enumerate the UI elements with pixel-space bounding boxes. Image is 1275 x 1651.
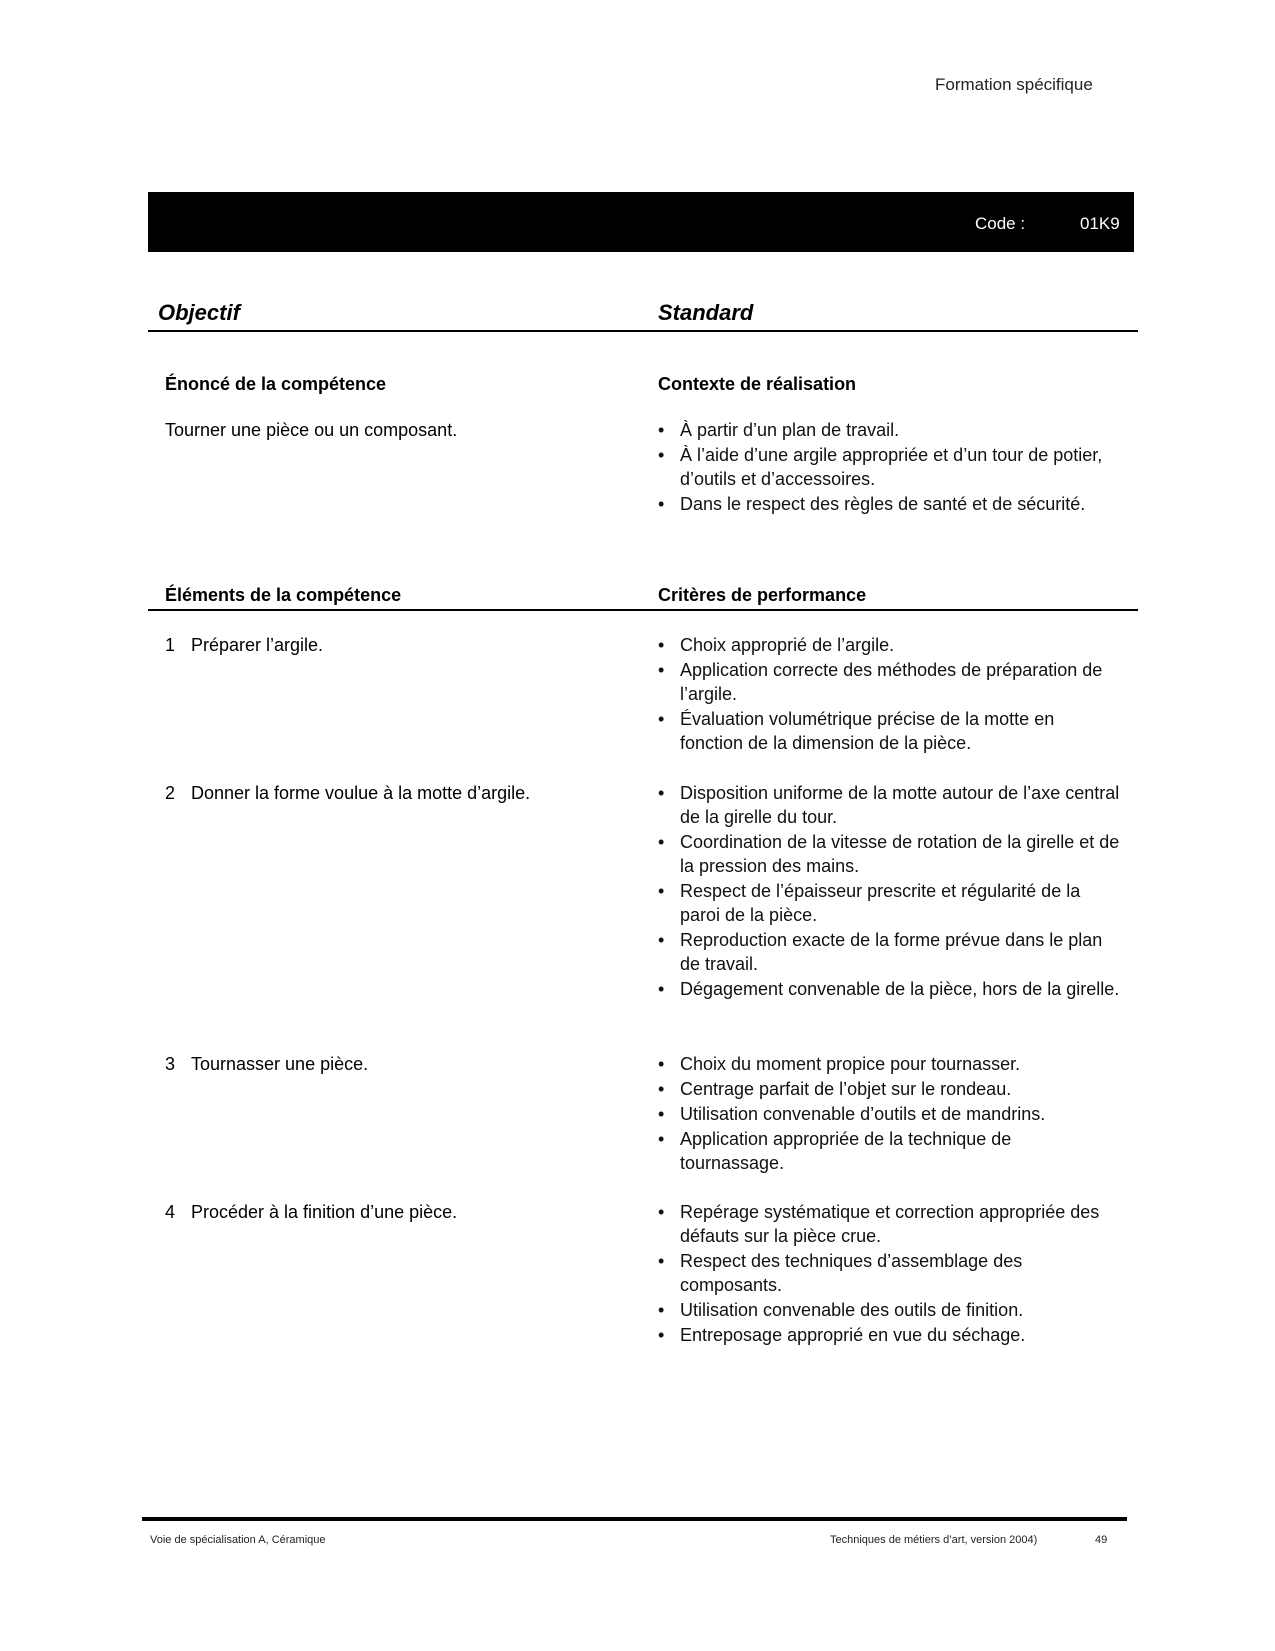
criteria-item: • Reproduction exacte de la forme prévue dans le plan de travail.: [658, 928, 1120, 976]
criteria-heading: Critères de performance: [658, 585, 867, 605]
elements-divider: [148, 609, 1138, 611]
title-divider: [148, 330, 1138, 332]
criteria-item: • Repérage systématique et correction appropriée des défauts sur la pièce crue.: [658, 1200, 1120, 1248]
element-number: 4: [165, 1202, 176, 1222]
footer-title: Techniques de métiers d’art, version 2004): [830, 1534, 1038, 1546]
criteria-item: • Choix approprié de l’argile.: [658, 633, 1120, 657]
element-label: Tournasser une pièce.: [191, 1054, 369, 1074]
criteria-item: • Centrage parfait de l’objet sur le rondeau.: [658, 1077, 1120, 1101]
code-label: Code :: [975, 214, 1026, 233]
competence-heading: Énoncé de la compétence: [165, 374, 387, 394]
criteria-item: • Application appropriée de la technique de tournassage.: [658, 1127, 1120, 1175]
page-number: 49: [1095, 1534, 1108, 1546]
competence-statement: Tourner une pièce ou un composant.: [165, 420, 458, 440]
context-item: • À partir d’un plan de travail.: [658, 418, 1120, 442]
element-number: 3: [165, 1054, 176, 1074]
element-label: Procéder à la finition d’une pièce.: [191, 1202, 458, 1222]
criteria-list-3: [658, 1052, 1120, 1176]
criteria-list-2: [658, 781, 1120, 1002]
element-label: Donner la forme voulue à la motte d’argile.: [191, 783, 531, 803]
criteria-item: • Utilisation convenable d’outils et de mandrins.: [658, 1102, 1120, 1126]
standard-title: Standard: [658, 300, 754, 325]
context-heading: Contexte de réalisation: [658, 374, 857, 394]
elements-heading: Éléments de la compétence: [165, 585, 402, 605]
criteria-item: • Évaluation volumétrique précise de la motte en fonction de la dimension de la pièce.: [658, 707, 1120, 755]
criteria-item: • Disposition uniforme de la motte autour de l’axe central de la girelle du tour.: [658, 781, 1120, 829]
criteria-item: • Dégagement convenable de la pièce, hors de la girelle.: [658, 977, 1120, 1001]
element-label: Préparer l’argile.: [191, 635, 324, 655]
element-1: [165, 633, 635, 657]
criteria-item: • Application correcte des méthodes de préparation de l’argile.: [658, 658, 1120, 706]
context-list: [658, 418, 1120, 517]
document-section-label: Formation spécifique: [935, 75, 1093, 94]
objective-title: Objectif: [158, 300, 240, 325]
element-4: [165, 1200, 635, 1224]
context-item: • Dans le respect des règles de santé et de sécurité.: [658, 492, 1120, 516]
criteria-item: • Respect de l’épaisseur prescrite et régularité de la paroi de la pièce.: [658, 879, 1120, 927]
element-number: 2: [165, 783, 176, 803]
context-item: • À l’aide d’une argile appropriée et d’un tour de potier, d’outils et d’accessoires.: [658, 443, 1120, 491]
code-value: 01K9: [1080, 214, 1120, 233]
element-3: [165, 1052, 635, 1076]
criteria-list-4: [658, 1200, 1120, 1348]
criteria-item: • Entreposage approprié en vue du séchage.: [658, 1323, 1120, 1347]
footer-program: Voie de spécialisation A, Céramique: [150, 1534, 326, 1546]
criteria-list-1: [658, 633, 1120, 756]
element-2: [165, 781, 635, 805]
criteria-item: • Utilisation convenable des outils de finition.: [658, 1298, 1120, 1322]
footer-divider: [142, 1517, 1127, 1521]
criteria-item: • Respect des techniques d’assemblage des composants.: [658, 1249, 1120, 1297]
element-number: 1: [165, 635, 176, 655]
criteria-item: • Coordination de la vitesse de rotation de la girelle et de la pression des mains.: [658, 830, 1120, 878]
criteria-item: • Choix du moment propice pour tournasser.: [658, 1052, 1120, 1076]
